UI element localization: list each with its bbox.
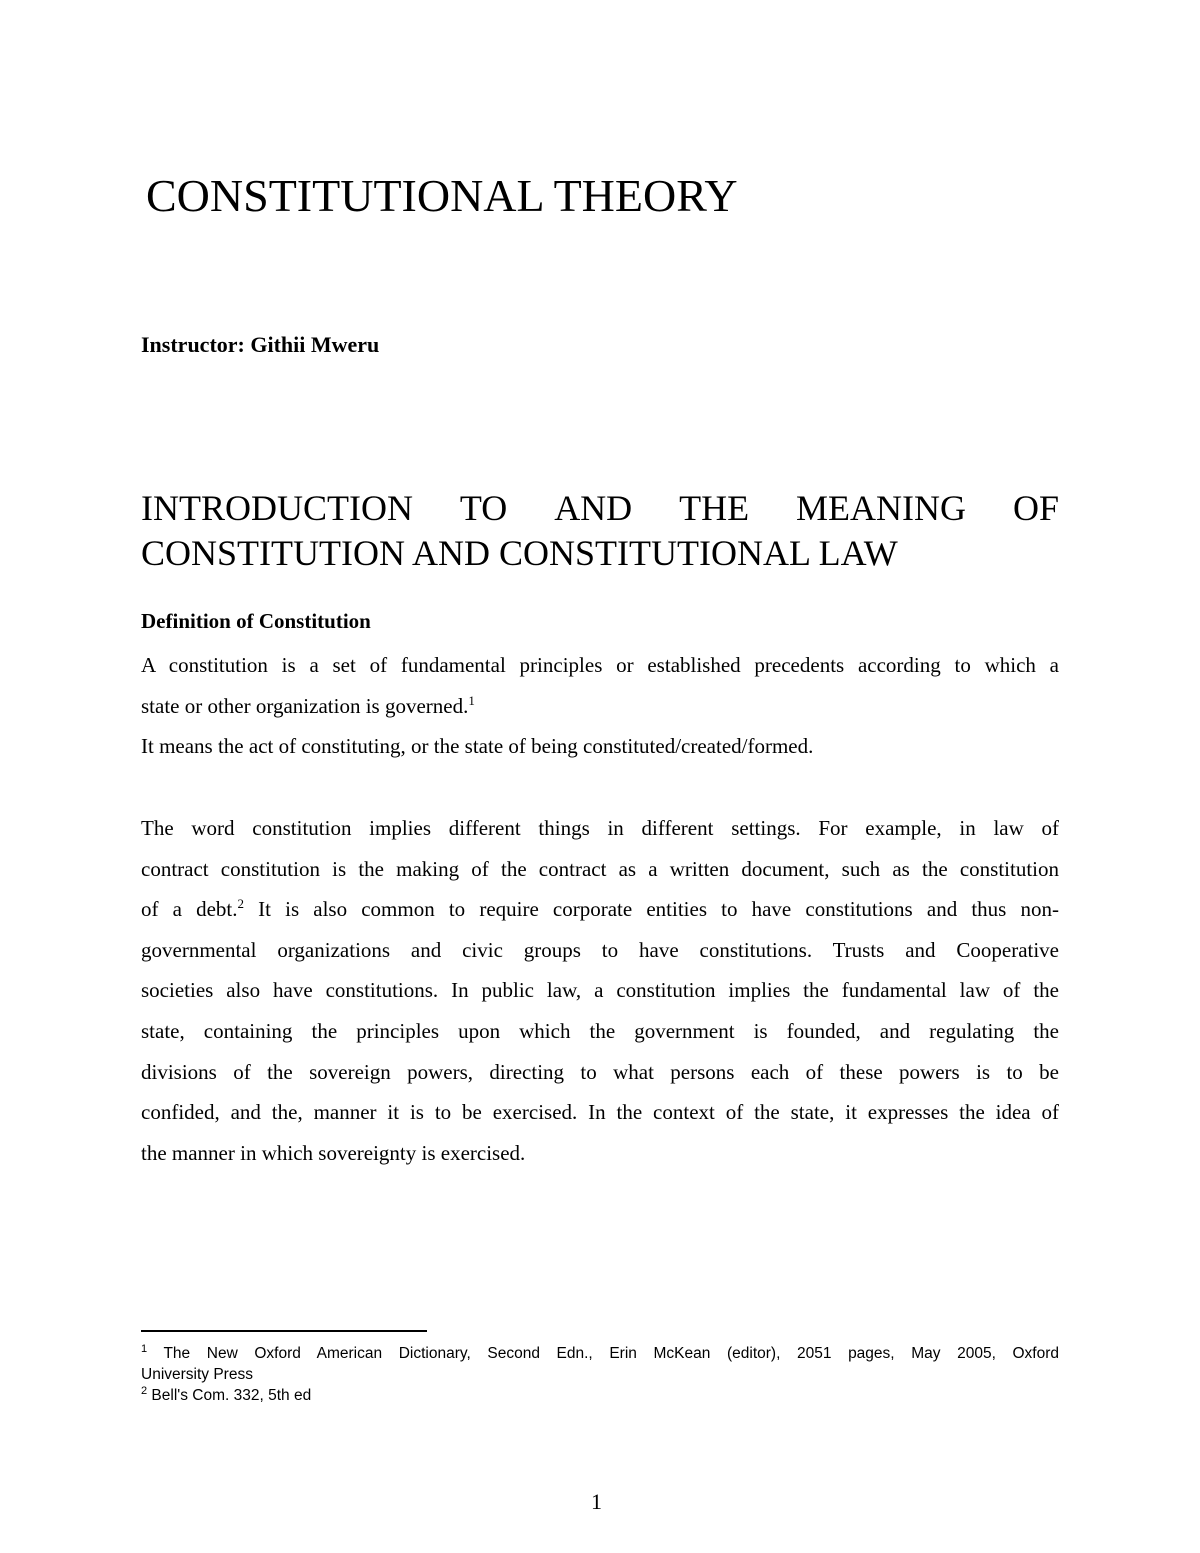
body-line-8: confided, and the, manner it is to be exercised. In the context of the state, it expresses the idea of <box>141 1100 1059 1125</box>
body-line-6: state, containing the principles upon which the government is founded, and regulating the <box>141 1018 1059 1043</box>
document-title: CONSTITUTIONAL THEORY <box>146 170 738 221</box>
heading-word: AND <box>554 488 633 528</box>
definition-line-2 <box>141 686 1059 727</box>
footnote-ref-1: 1 <box>468 692 475 708</box>
body-line-5: societies also have constitutions. In public law, a constitution implies the fundamental law of the <box>141 978 1059 1003</box>
footnote-2-marker: 2 <box>141 1384 148 1397</box>
footnotes <box>141 1343 1059 1406</box>
footnote-ref-2: 2 <box>237 896 244 912</box>
section-heading-line-2: CONSTITUTION AND CONSTITUTIONAL LAW <box>141 533 898 573</box>
heading-word: TO <box>459 488 508 528</box>
definition-line-3: It means the act of constituting, or the state of being constituted/created/formed. <box>141 734 814 759</box>
footnote-2-text: Bell's Com. 332, 5th ed <box>147 1387 312 1404</box>
section-heading-line-1 <box>141 486 1059 531</box>
section-heading <box>141 486 1059 576</box>
instructor-line: Instructor: Githii Mweru <box>141 332 380 357</box>
definition-paragraph <box>141 645 1059 767</box>
definition-line-2-text: state or other organization is governed. <box>141 693 469 718</box>
body-line-4: governmental organizations and civic groups to have constitutions. Trusts and Cooperative <box>141 937 1059 962</box>
body-line-1: The word constitution implies different things in different settings. For example, in law of <box>141 816 1059 840</box>
body-line-3-pre: of a debt. <box>141 897 238 922</box>
page-number: 1 <box>591 1489 602 1514</box>
heading-word: MEANING <box>796 488 967 528</box>
footnote-1-marker: 1 <box>141 1342 148 1355</box>
body-line-2: contract constitution is the making of the contract as a written document, such as the constitution <box>141 856 1059 881</box>
footnote-separator <box>141 1330 427 1332</box>
heading-word: THE <box>679 488 750 528</box>
footnote-2 <box>141 1385 1059 1406</box>
heading-word: INTRODUCTION <box>141 488 413 528</box>
heading-word: OF <box>1012 488 1059 528</box>
body-line-7: divisions of the sovereign powers, directing to what persons each of these powers is to be <box>141 1059 1059 1084</box>
footnote-1-text: The New Oxford American Dictionary, Second Edn., Erin McKean (editor), 2051 pages, May 2005, Oxford <box>147 1345 1059 1362</box>
footnote-1-line-2: University Press <box>141 1366 253 1383</box>
definition-line-1: A constitution is a set of fundamental principles or established precedents according to which a <box>141 653 1059 677</box>
subheading-definition: Definition of Constitution <box>141 609 371 633</box>
body-line-3 <box>141 889 1059 930</box>
body-paragraph <box>141 808 1059 1173</box>
footnote-1-line-1 <box>141 1343 1059 1364</box>
body-line-9: the manner in which sovereignty is exercised. <box>141 1140 526 1165</box>
body-line-3-post: It is also common to require corporate entities to have constitutions and thus non- <box>244 897 1059 922</box>
